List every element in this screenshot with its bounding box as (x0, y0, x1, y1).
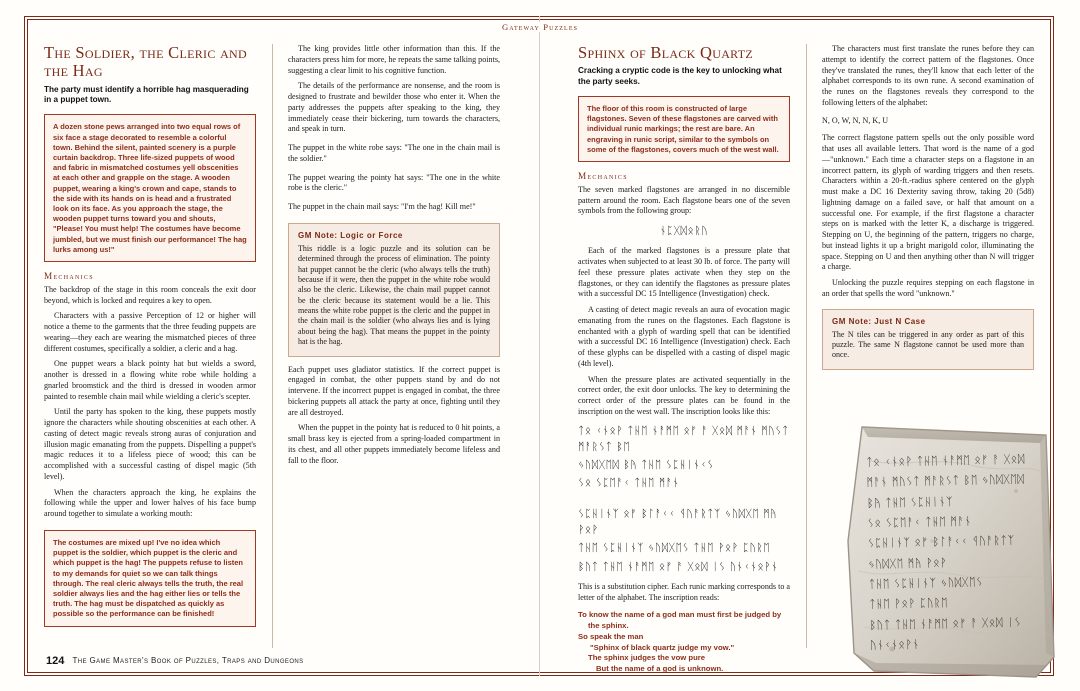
paragraph: A casting of detect magic reveals an aura of evocation magic emanating from the runes on the flagstones. Each flagstone is enchanted with a glyph of warding spell that can be identified with a successful DC 16 Intelligence (Investigation) check. Each of these glyphs can be dispelled with a casting of dispel magic (4th level). (578, 305, 790, 368)
paragraph: When the characters approach the king, he explains the following while the upper and lower halves of his face bump around together to simulate a working mouth: (44, 487, 256, 519)
paragraph: Until the party has spoken to the king, these puppets mostly ignore the characters while shouting obscenities at each other. A casting of detect magic reveals strong auras of conjuration and illusion magic emanating from the puppets. Dispelling a puppet's magic reduces it to a lifeless piece of wood; this can be accomplished with a successful casting of dispel magic (5th level). (44, 407, 256, 481)
paragraph: When the pressure plates are activated sequentially in the correct order, the exit door unlocks. The key to determining the correct order of the pressure plates can be found in the inscription on the west wall. The inscription looks like this: (578, 374, 790, 416)
paragraph: The king provides little other information than this. If the characters press him for more, he repeats the same talking points, suggesting a clear limit to his cognitive function. (288, 44, 500, 75)
tablet-rune-line: ᛏᚺᛖ ᚹᛟᚹ ᛈᚢᚱᛖ (868, 596, 949, 612)
paragraph: Characters with a passive Perception of 12 or higher will notice a theme to the garments that the three feuding puppets are wearing—they each are wearing the mismatched pieces of three different costumes, specifically a soldier, a cleric and a hag. (44, 311, 256, 353)
flagstone-letters: N, O, W, N, N, K, U (822, 115, 889, 125)
rune-line: ᛃᚢᛞᚷᛖᛞ ᛒᚤ ᛏᚺᛖ ᛊᛈᚺᛁᚾᚲᛊ (578, 459, 715, 472)
translation-line: But the name of a god is unknown. (596, 664, 724, 674)
page-spine-divider (539, 16, 540, 676)
subtitle-soldier-cleric-hag: The party must identify a horrible hag masquerading in a puppet town. (44, 84, 249, 105)
paragraph: The details of the performance are nonsense, and the room is designed to frustrate and bewilder those who enter it. When the party addresses the puppets after speaking to the king, they immediately cease their bickering, turn towards the characters, and speak in turn. (288, 81, 500, 134)
paragraph: When the puppet in the pointy hat is reduced to 0 hit points, a small brass key is ejected from a spring-loaded compartment in its chest, and all other puppets immediately become lifeless and fall to the floor. (288, 423, 500, 465)
tablet-rune-inscription (866, 449, 1046, 656)
read-aloud-text-3: The floor of this room is constructed of large flagstones. Seven of these flagstones are carved with individual runic markings; the rest are bare. An engraving in runic script, similar to the symbols on some of the flagstones, covers much of the west wall. (587, 103, 779, 154)
tablet-rune-line: ᛊᛟ ᛊᛈᛖᚨᚲ ᛏᚺᛖ ᛗᚨᚾ (867, 514, 972, 530)
rune-line: ᛏᛟ ᚲᚾᛟᚹ ᛏᚺᛖ ᚾᚨᛗᛖ ᛟᚠ ᚨ ᚷᛟᛞ ᛗᚨᚾ ᛗᚢᛊᛏ ᛗᚨᚱᛊᛏ ᛒᛖ (578, 424, 789, 453)
left-column-1 (44, 44, 256, 525)
rune-line (578, 494, 790, 504)
tablet-rune-line: ᛊᛈᚺᛁᚾᛉ ᛟᚠ ᛒᛚᚨᚲᚲ ᛩᚢᚨᚱᛏᛉ (867, 534, 1015, 551)
read-aloud-callout-1 (44, 114, 256, 261)
page-footer (46, 655, 304, 667)
book-title: The Game Master's Book of Puzzles, Traps and Dungeons (72, 656, 304, 665)
folio-number: 124 (46, 655, 65, 667)
column-rule-2 (806, 44, 807, 648)
tablet-rune-line: ᚢᚾᚲᚾᛟᚹᚾ (869, 637, 920, 652)
tablet-rune-line: ᛃᚢᛞᚷᛖ ᛗᚤ ᚹᛟᚹ (868, 555, 948, 571)
tablet-rune-line: ᛒᚤ ᛏᚺᛖ ᛊᛈᚺᛁᚾᛉ (866, 494, 954, 510)
page-title-soldier-cleric-hag: The Soldier, the Cleric and the Hag (44, 43, 247, 81)
rune-line: ᛊᛟ ᛊᛈᛖᚨᚲ ᛏᚺᛖ ᛗᚨᚾ (578, 477, 680, 490)
translation-line: So speak the man (578, 631, 644, 641)
puppet-quote-chain-mail: The puppet in the chain mail says: "I'm the hag! Kill me!" (288, 202, 476, 211)
left-column-2 (288, 44, 500, 471)
tablet-rune-line: ᛏᛟ ᚲᚾᛟᚹ ᛏᚺᛖ ᚾᚨᛗᛖ ᛟᚠ ᚨ ᚷᛟᛞ (865, 452, 1026, 469)
read-aloud-callout-2 (44, 530, 256, 627)
translation-line: To know the name of a god man must first be judged by (578, 610, 782, 620)
gm-note-body: This riddle is a logic puzzle and its solution can be determined through the process of elimination. The pointy hat puppet cannot be the cleric (who always tells the truth) because if it were, then the puppet in the white robe would also be the cleric. Likewise, the chain mail puppet cannot be the cleric because its statement would be a lie. This means the white robe puppet is the cleric and the puppet in the chain mail is the soldier (who always lies and is lying about being the hag). That means the puppet in the pointy hat is the hag. (298, 243, 490, 347)
gm-note-body: The N tiles can be triggered in any order as part of this puzzle. The same N flagstone cannot be used more than once. (832, 329, 1024, 360)
cipher-note: This is a substitution cipher. Each runic marking corresponds to a letter of the alphabet. The inscription reads: (578, 581, 790, 602)
subtitle-sphinx-black-quartz: Cracking a cryptic code is the key to unlocking what the party seeks. (578, 66, 782, 86)
running-head: Gateway Puzzles (440, 22, 640, 32)
gm-note-title: GM Note: Just N Case (832, 316, 926, 326)
paragraph: The correct flagstone pattern spells out the only possible word that uses all available letters. That word is the name of a god—"unknown." Each time a character steps on a flagstone in an incorrect pattern, its glyph of warding triggers and then resets. Characters within a 20-ft.-radius sphere centered on the glyph must make a DC 16 Dexterity saving throw, taking 20 (5d8) lightning damage on a failed save, or half that amount on a successful one. For example, if the first flagstone a character steps on is marked with the letter K, a discharge is triggered. Stepping on U, the beginning of the pattern, triggers no charge, but instead lights it up a bright marigold color, illuminating the space. Stepping on U and then anything other than N will trigger a charge. (822, 133, 1034, 272)
paragraph: Unlocking the puzzle requires stepping on each flagstone in an order that spells the word "unknown." (822, 278, 1034, 298)
paragraph: Each of the marked flagstones is a pressure plate that activates when subjected to at least 30 lb. of force. The party will feel these pressure plates activate when they step on the flagstones, or they can identify the flagstones as pressure plates with a successful DC 15 Intelligence (Investigation) check. (578, 246, 790, 299)
paragraph: The seven marked flagstones are arranged in no discernible pattern around the room. Each flagstone bears one of the seven symbols from the following group: (578, 184, 790, 216)
read-aloud-text-1: A dozen stone pews arranged into two equal rows of six face a stage decorated to resemble a colorful town. Behind the silent, painted scenery is a purple curtain backdrop. Three life-sized puppets of wood and fabric in mismatched costumes yell obscenities at each other and grapple on the stage. A wooden puppet, wearing a king's crown and cape, stands to the side with its hands on is head and a frustrated look on its face. As you approach the stage, the wooden puppet turns toward you and shouts, "Please! You must help! The costumes have become jumbled, but we must finish our performance! The hag lurks among us!" (53, 122, 247, 254)
paragraph: One puppet wears a black pointy hat but wields a sword, another is dressed in a flowing white robe while holding a gnarled broomstick and the third is dressed in wooden armor painted to resemble chain mail while wielding a cleric's scepter. (44, 359, 256, 401)
read-aloud-text-2: The costumes are mixed up! I've no idea which puppet is the soldier, which puppet is the cleric and which puppet is the hag! The puppets refuse to listen to my demands for quiet so we can talk things through. The real cleric always tells the truth, the real soldier always lies and the hag either lies or tells the truth. The hag must be dispatched as quickly as possible so the performance can be finished! (53, 538, 244, 619)
translation-line: "Sphinx of black quartz judge my vow." (590, 642, 735, 652)
gm-note-title: GM Note: Logic or Force (298, 230, 403, 240)
read-aloud-callout-3 (578, 96, 790, 162)
translation-line: the sphinx. (588, 621, 629, 631)
paragraph: The characters must first translate the runes before they can attempt to identify the correct pattern of the flagstones. Once they've translated the runes, they'll know that each letter of the alphabet corresponds to its own rune. A second examination of the runes on the flagstones reveals they correspond to the following letters of the alphabet: (822, 44, 1034, 107)
rune-line: ᛊᛈᚺᛁᚾᛉ ᛟᚠ ᛒᛚᚨᚲᚲ ᛩᚢᚨᚱᛏᛉ ᛃᚢᛞᚷᛖ ᛗᚤ ᚹᛟᚹ (578, 507, 778, 536)
right-column-1 (578, 44, 790, 675)
wall-inscription-runes (578, 423, 790, 575)
stone-tablet-illustration (840, 421, 1068, 683)
tablet-rune-line: ᛒᚢᛏ ᛏᚺᛖ ᚾᚨᛗᛖ ᛟᚠ ᚨ ᚷᛟᛞ ᛁᛊ (869, 615, 1022, 632)
inscription-translation (578, 610, 790, 675)
puppet-quote-pointy-hat: The puppet wearing the pointy hat says: "The one in the white robe is the cleric." (288, 172, 500, 193)
tablet-rune-line: ᛏᚺᛖ ᛊᛈᚺᛁᚾᛉ ᛃᚢᛞᚷᛖᛊ (868, 575, 984, 591)
translation-line: The sphinx judges the vow pure (588, 653, 706, 663)
rune-line: ᛏᚺᛖ ᛊᛈᚺᛁᚾᛉ ᛃᚢᛞᚷᛖᛊ ᛏᚺᛖ ᚹᛟᚹ ᛈᚢᚱᛖ (578, 542, 771, 555)
rune-symbol-group: ᚾᛈᚷᛞᛟᚱᚢ (659, 225, 709, 238)
paragraph: The backdrop of the stage in this room conceals the exit door beyond, which is locked and requires a key to open. (44, 284, 256, 305)
rune-line: ᛒᚢᛏ ᛏᚺᛖ ᚾᚨᛗᛖ ᛟᚠ ᚨ ᚷᛟᛞ ᛁᛊ ᚢᚾᚲᚾᛟᚹᚾ (578, 560, 779, 573)
paragraph: Each puppet uses gladiator statistics. If the correct puppet is engaged in combat, the other puppets stand by and do not intervene. If the incorrect puppet is engaged in combat, the three bickering puppets all attack the party at once, fighting until they are all destroyed. (288, 364, 500, 417)
mechanics-heading-left: Mechanics (44, 270, 94, 281)
left-column-1-callout2 (44, 524, 256, 636)
mechanics-heading-right: Mechanics (578, 170, 628, 181)
gm-note-just-n-case (822, 309, 1034, 370)
column-rule-1 (272, 44, 273, 648)
puppet-quote-white-robe: The puppet in the white robe says: "The one in the chain mail is the soldier." (288, 143, 500, 163)
gm-note-logic-or-force (288, 223, 500, 357)
page-title-sphinx-black-quartz: Sphinx of Black Quartz (578, 43, 754, 62)
tablet-rune-line: ᛗᚨᚾ ᛗᚢᛊᛏ ᛗᚨᚱᛊᛏ ᛒᛖ ᛃᚢᛞᚷᛖᛞ (866, 472, 1025, 490)
right-column-2 (822, 44, 1034, 378)
